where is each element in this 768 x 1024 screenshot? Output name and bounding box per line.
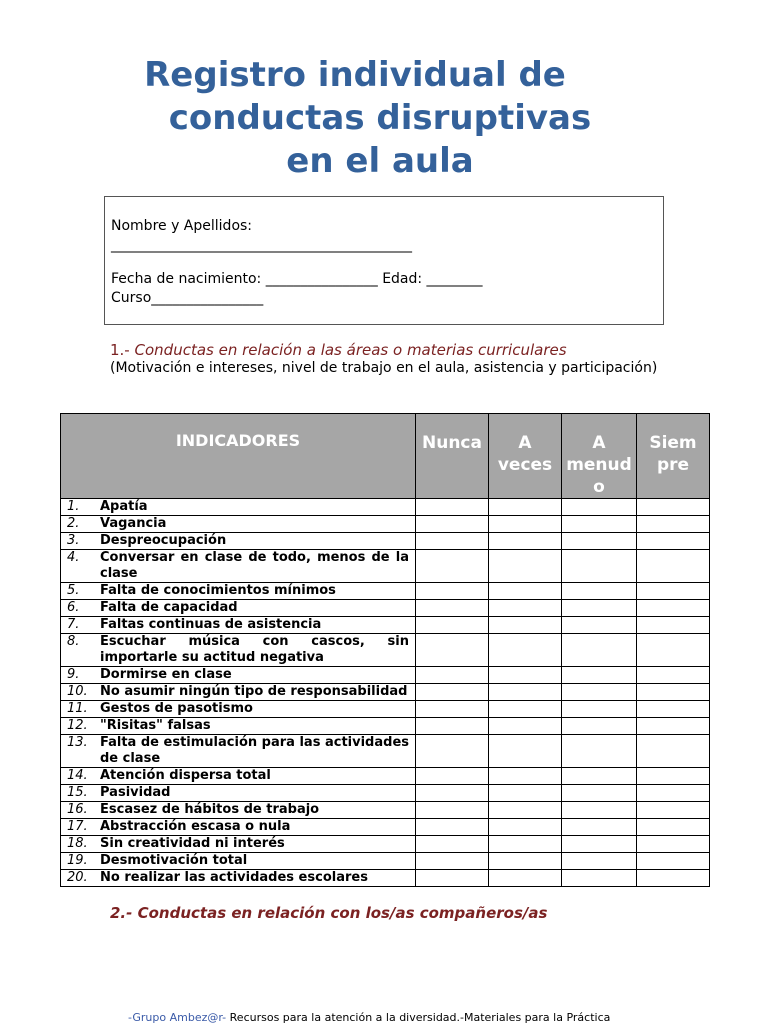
indicator-number: 3. [67,533,80,548]
checkbox-cell-a-veces[interactable] [489,550,562,583]
indicator-text: Falta de capacidad [100,600,238,615]
checkbox-cell-a-menudo[interactable] [562,853,637,870]
checkbox-cell-a-menudo[interactable] [562,617,637,634]
table-row [61,785,710,802]
checkbox-cell-a-menudo[interactable] [562,785,637,802]
checkbox-cell-nunca[interactable] [416,684,489,701]
student-info-box [104,196,664,325]
checkbox-cell-a-veces[interactable] [489,853,562,870]
checkbox-cell-nunca[interactable] [416,583,489,600]
checkbox-cell-a-veces[interactable] [489,533,562,550]
header-nunca: Nunca [416,414,489,499]
indicator-text: Gestos de pasotismo [100,701,253,716]
indicator-cell [61,583,416,600]
checkbox-cell-a-veces[interactable] [489,768,562,785]
checkbox-cell-siempre[interactable] [637,768,710,785]
checkbox-cell-siempre[interactable] [637,550,710,583]
checkbox-cell-siempre[interactable] [637,667,710,684]
section-2-number: 2.- [110,904,133,922]
indicator-cell [61,735,416,768]
indicator-number: 4. [67,550,80,565]
table-row [61,735,710,768]
checkbox-cell-siempre[interactable] [637,516,710,533]
checkbox-cell-siempre[interactable] [637,701,710,718]
checkbox-cell-nunca[interactable] [416,718,489,735]
indicator-number: 19. [67,853,88,868]
indicator-number: 18. [67,836,88,851]
checkbox-cell-siempre[interactable] [637,802,710,819]
checkbox-cell-siempre[interactable] [637,499,710,516]
header-a-menudo: A menud o [562,414,637,499]
checkbox-cell-nunca[interactable] [416,499,489,516]
indicator-text: Vagancia [100,516,167,531]
checkbox-cell-nunca[interactable] [416,853,489,870]
checkbox-cell-nunca[interactable] [416,836,489,853]
checkbox-cell-a-menudo[interactable] [562,667,637,684]
indicator-number: 16. [67,802,88,817]
table-row [61,600,710,617]
checkbox-cell-siempre[interactable] [637,870,710,887]
indicator-text: Conversar en clase de todo, menos de la clase [100,550,409,581]
indicator-cell [61,516,416,533]
table-header-row [61,414,710,499]
checkbox-cell-a-veces[interactable] [489,667,562,684]
checkbox-cell-a-veces[interactable] [489,836,562,853]
indicator-text: Despreocupación [100,533,227,548]
checkbox-cell-a-veces[interactable] [489,583,562,600]
indicator-text: Falta de estimulación para las actividades de clase [100,735,409,766]
checkbox-cell-a-menudo[interactable] [562,735,637,768]
table-row [61,583,710,600]
name-line: ___________________________________________ [111,237,412,253]
birth-age-line [111,270,657,289]
checkbox-cell-a-menudo[interactable] [562,718,637,735]
indicator-text: Dormirse en clase [100,667,232,682]
indicator-cell [61,499,416,516]
indicator-number: 14. [67,768,88,783]
indicator-number: 13. [67,735,88,750]
course-label: Curso________________ [111,290,264,306]
indicator-number: 5. [67,583,80,598]
indicator-text: Escasez de hábitos de trabajo [100,802,320,817]
checkbox-cell-nunca[interactable] [416,802,489,819]
table-row [61,499,710,516]
checkbox-cell-nunca[interactable] [416,634,489,667]
indicator-number: 17. [67,819,88,834]
table-row [61,550,710,583]
checkbox-cell-a-veces[interactable] [489,600,562,617]
title-line-1: Registro individual de [144,55,566,95]
checkbox-cell-a-veces[interactable] [489,617,562,634]
checkbox-cell-a-menudo[interactable] [562,634,637,667]
checkbox-cell-nunca[interactable] [416,785,489,802]
checkbox-cell-siempre[interactable] [637,785,710,802]
indicator-text: Apatía [100,499,148,514]
checkbox-cell-nunca[interactable] [416,533,489,550]
table-row [61,516,710,533]
checkbox-cell-siempre[interactable] [637,853,710,870]
indicator-number: 15. [67,785,88,800]
table-row [61,768,710,785]
table-row [61,802,710,819]
checkbox-cell-nunca[interactable] [416,516,489,533]
checkbox-cell-a-menudo[interactable] [562,516,637,533]
indicator-number: 8. [67,634,80,649]
indicator-text: No asumir ningún tipo de responsabilidad [100,684,408,699]
checkbox-cell-siempre[interactable] [637,819,710,836]
indicator-text: Faltas continuas de asistencia [100,617,322,632]
indicator-cell [61,617,416,634]
checkbox-cell-siempre[interactable] [637,735,710,768]
checkbox-cell-siempre[interactable] [637,634,710,667]
checkbox-cell-a-menudo[interactable] [562,533,637,550]
table-row [61,819,710,836]
indicator-cell [61,634,416,667]
checkbox-cell-a-veces[interactable] [489,819,562,836]
indicator-cell [61,870,416,887]
checkbox-cell-a-veces[interactable] [489,785,562,802]
checkbox-cell-nunca[interactable] [416,870,489,887]
table-row [61,667,710,684]
indicator-cell [61,802,416,819]
checkbox-cell-a-veces[interactable] [489,516,562,533]
indicator-cell [61,550,416,583]
table-row [61,634,710,667]
indicator-number: 9. [67,667,80,682]
indicator-text: Desmotivación total [100,853,248,868]
checkbox-cell-a-menudo[interactable] [562,701,637,718]
checkbox-cell-a-menudo[interactable] [562,550,637,583]
section-2-heading [110,904,547,922]
checkbox-cell-a-menudo[interactable] [562,819,637,836]
checkbox-cell-siempre[interactable] [637,684,710,701]
header-a-veces: A veces [489,414,562,499]
indicator-text: Falta de conocimientos mínimos [100,583,336,598]
indicator-number: 6. [67,600,80,615]
checkbox-cell-a-veces[interactable] [489,634,562,667]
table-row [61,870,710,887]
section-1-description: (Motivación e intereses, nivel de trabajo en el aula, asistencia y participación) [110,360,658,376]
section-1-number: 1.- [110,341,130,359]
table-row [61,684,710,701]
checkbox-cell-siempre[interactable] [637,533,710,550]
checkbox-cell-siempre[interactable] [637,600,710,617]
checkbox-cell-a-menudo[interactable] [562,802,637,819]
section-2-title: Conductas en relación con los/as compañeros/as [137,904,548,922]
title-line-2: conductas disruptivas [168,98,592,138]
indicators-table [60,413,710,887]
checkbox-cell-a-menudo[interactable] [562,499,637,516]
indicator-cell [61,718,416,735]
indicator-text: No realizar las actividades escolares [100,870,368,885]
indicator-text: Escuchar música con cascos, sin importarle su actitud negativa [100,634,409,665]
indicator-cell [61,684,416,701]
indicator-number: 1. [67,499,80,514]
document-title [100,54,660,183]
checkbox-cell-nunca[interactable] [416,600,489,617]
checkbox-cell-nunca[interactable] [416,819,489,836]
indicator-cell [61,785,416,802]
checkbox-cell-siempre[interactable] [637,617,710,634]
checkbox-cell-a-menudo[interactable] [562,684,637,701]
birth-label: Fecha de nacimiento: ________________ [111,271,378,287]
indicator-number: 11. [67,701,88,716]
checkbox-cell-a-veces[interactable] [489,499,562,516]
indicator-cell [61,836,416,853]
footer-text: Recursos para la atención a la diversidad.-Materiales para la Práctica [226,1011,611,1024]
section-1 [110,341,658,377]
indicator-number: 20. [67,870,88,885]
footer-link[interactable]: -Grupo Ambez@r- [128,1011,227,1024]
checkbox-cell-siempre[interactable] [637,583,710,600]
indicator-number: 10. [67,684,88,699]
table-row [61,836,710,853]
checkbox-cell-a-veces[interactable] [489,735,562,768]
checkbox-cell-nunca[interactable] [416,768,489,785]
checkbox-cell-a-veces[interactable] [489,870,562,887]
checkbox-cell-a-veces[interactable] [489,684,562,701]
indicator-cell [61,667,416,684]
checkbox-cell-siempre[interactable] [637,718,710,735]
indicator-cell [61,768,416,785]
indicator-text: "Risitas" falsas [100,718,211,733]
checkbox-cell-a-menudo[interactable] [562,836,637,853]
title-line-3: en el aula [286,141,474,181]
table-row [61,718,710,735]
checkbox-cell-siempre[interactable] [637,836,710,853]
indicator-cell [61,701,416,718]
checkbox-cell-nunca[interactable] [416,735,489,768]
checkbox-cell-a-menudo[interactable] [562,870,637,887]
name-label: Nombre y Apellidos: [111,218,253,234]
section-1-title: Conductas en relación a las áreas o materias curriculares [134,341,567,359]
checkbox-cell-nunca[interactable] [416,701,489,718]
indicator-cell [61,853,416,870]
header-siempre: Siem pre [637,414,710,499]
indicator-cell [61,819,416,836]
checkbox-cell-nunca[interactable] [416,667,489,684]
age-label: Edad: ________ [382,271,483,287]
indicator-text: Pasividad [100,785,171,800]
checkbox-cell-nunca[interactable] [416,617,489,634]
checkbox-cell-a-menudo[interactable] [562,600,637,617]
checkbox-cell-a-menudo[interactable] [562,583,637,600]
checkbox-cell-a-veces[interactable] [489,718,562,735]
checkbox-cell-a-menudo[interactable] [562,768,637,785]
indicator-number: 2. [67,516,80,531]
footer [128,1011,610,1024]
section-1-heading [110,341,658,359]
header-indicadores: INDICADORES [61,414,416,499]
indicator-number: 12. [67,718,88,733]
checkbox-cell-nunca[interactable] [416,550,489,583]
indicator-text: Abstracción escasa o nula [100,819,291,834]
table-row [61,617,710,634]
indicator-text: Sin creatividad ni interés [100,836,285,851]
indicator-text: Atención dispersa total [100,768,271,783]
table-row [61,701,710,718]
table-row [61,533,710,550]
checkbox-cell-a-veces[interactable] [489,701,562,718]
indicator-cell [61,533,416,550]
indicator-cell [61,600,416,617]
table-row [61,853,710,870]
checkbox-cell-a-veces[interactable] [489,802,562,819]
indicator-number: 7. [67,617,80,632]
